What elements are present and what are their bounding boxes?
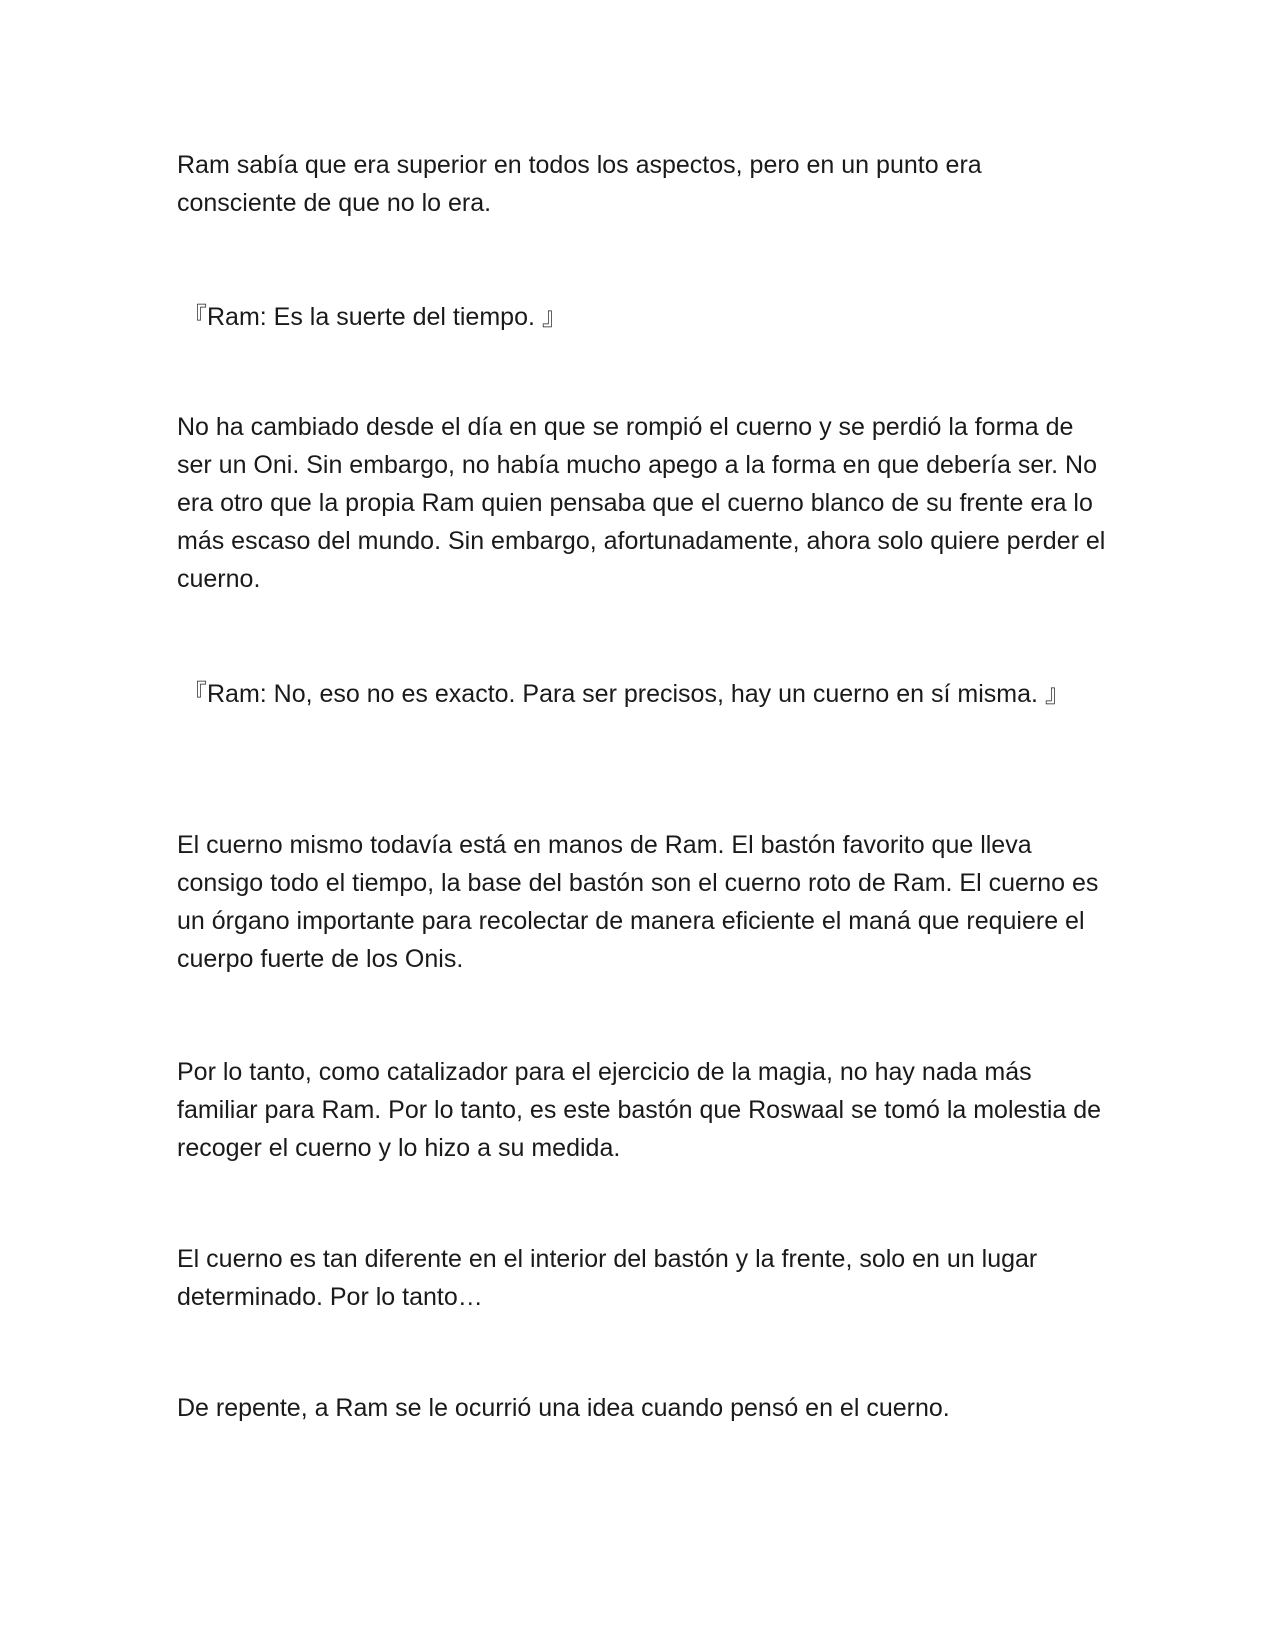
paragraph-6: De repente, a Ram se le ocurrió una idea cuando pensó en el cuerno.: [177, 1394, 950, 1422]
paragraph-4: Por lo tanto, como catalizador para el ejercicio de la magia, no hay nada más familiar para Ram. Por lo tanto, es este bastón que Roswaal se tomó la molestia de recoger el cuerno y lo hizo a su medida.: [177, 1058, 1102, 1162]
dialogue-line-1: 『Ram: Es la suerte del tiempo. 』: [182, 303, 567, 331]
paragraph-5: El cuerno es tan diferente en el interior del bastón y la frente, solo en un lugar determinado. Por lo tanto…: [177, 1245, 1038, 1311]
paragraph-3: El cuerno mismo todavía está en manos de Ram. El bastón favorito que lleva consigo todo el tiempo, la base del bastón son el cuerno roto de Ram. El cuerno es un órgano importante para recolectar de manera eficiente el maná que requiere el cuerpo fuerte de los Onis.: [177, 831, 1099, 973]
paragraph-1: Ram sabía que era superior en todos los aspectos, pero en un punto era consciente de que no lo era.: [177, 151, 982, 217]
dialogue-line-2: 『Ram: No, eso no es exacto. Para ser precisos, hay un cuerno en sí misma. 』: [182, 680, 1070, 708]
paragraph-2: No ha cambiado desde el día en que se rompió el cuerno y se perdió la forma de ser un Oni. Sin embargo, no había mucho apego a la forma en que debería ser. No era otro que la propia Ram quien pensaba que el cuerno blanco de su frente era lo más escaso del mundo. Sin embargo, afortunadamente, ahora solo quiere perder el cuerno.: [177, 413, 1106, 593]
